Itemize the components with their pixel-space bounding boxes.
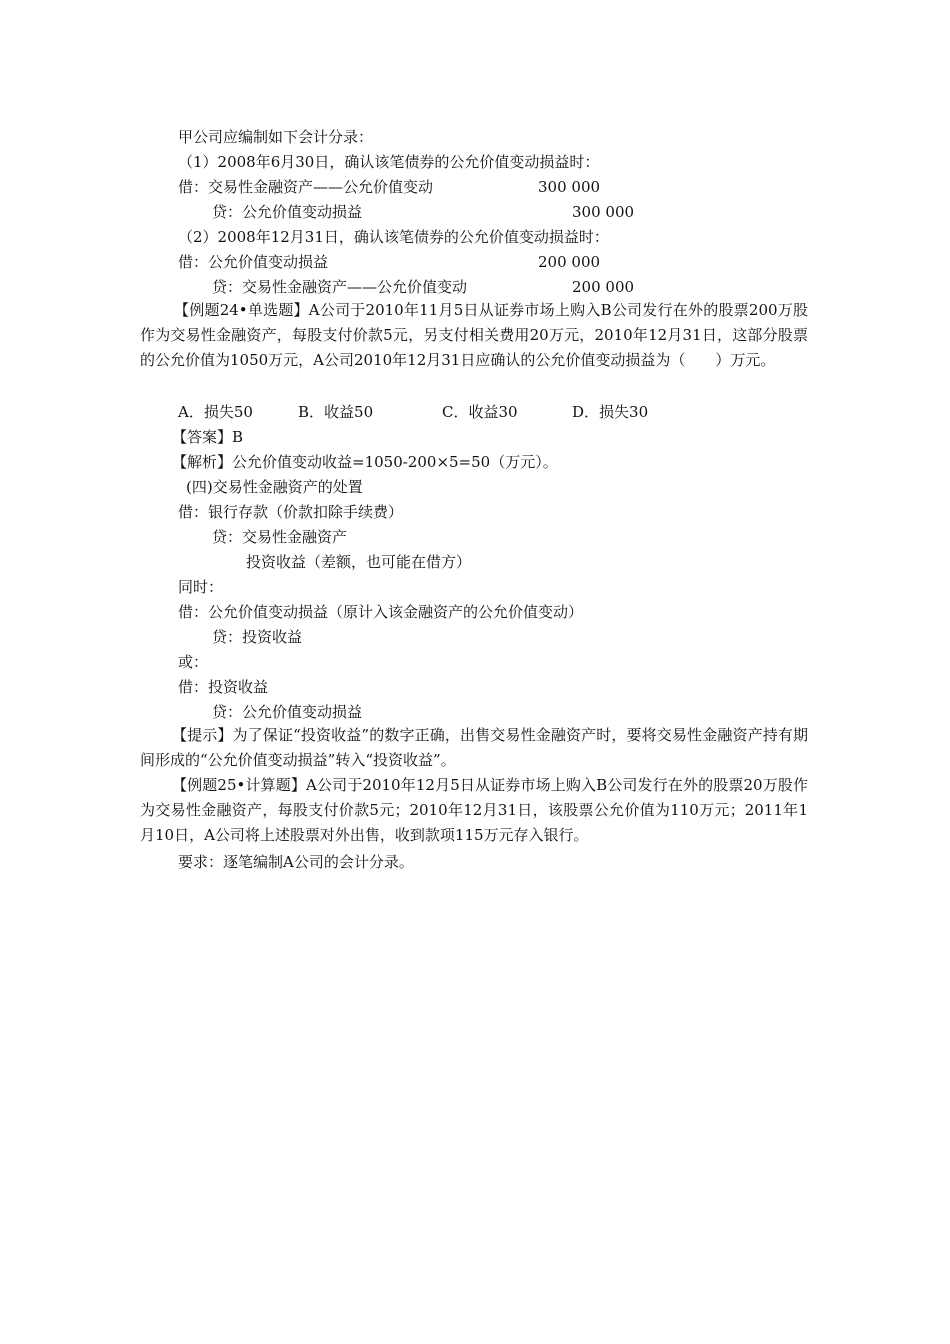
example25-question: 【例题25•计算题】A公司于2010年12月5日从证券市场上购入B公司发行在外的股票20万股作为交易性金融资产，每股支付价款5元；2010年12月31日，该股票公允价值为110万元；2011年1月10日，A公司将上述股票对外出售，收到款项115万元存入银行。 xyxy=(140,776,808,844)
entry2-heading: （2）2008年12月31日，确认该笔债券的公允价值变动损益时： xyxy=(178,228,609,246)
disposal-credit-income: 投资收益（差额，也可能在借方） xyxy=(246,553,472,571)
intro-line: 甲公司应编制如下会计分录： xyxy=(178,128,374,146)
disposal-debit-bank: 借：银行存款（价款扣除手续费） xyxy=(178,503,404,521)
alt-credit-fv: 贷：公允价值变动损益 xyxy=(212,703,363,721)
meanwhile-label: 同时： xyxy=(178,578,224,596)
entry1-debit: 借：交易性金融资产——公允价值变动 xyxy=(178,178,434,196)
alt-debit-invest: 借：投资收益 xyxy=(178,678,269,696)
or-label: 或： xyxy=(178,653,209,671)
entry2-credit-amount: 200 000 xyxy=(572,278,635,296)
example24-option-b: B．收益50 xyxy=(298,403,374,421)
example25-requirement: 要求：逐笔编制A公司的会计分录。 xyxy=(178,853,414,871)
entry1-credit: 贷：公允价值变动损益 xyxy=(212,203,363,221)
section4-title: (四)交易性金融资产的处置 xyxy=(186,478,363,496)
transfer-debit-fv: 借：公允价值变动损益（原计入该金融资产的公允价值变动） xyxy=(178,603,584,621)
tip-paragraph: 【提示】为了保证“投资收益”的数字正确，出售交易性金融资产时，要将交易性金融资产持有期间形成的“公允价值变动损益”转入“投资收益”。 xyxy=(140,726,808,769)
entry1-debit-amount: 300 000 xyxy=(538,178,601,196)
example24-option-d: D．损失30 xyxy=(572,403,649,421)
disposal-credit-asset: 贷：交易性金融资产 xyxy=(212,528,348,546)
entry2-debit-amount: 200 000 xyxy=(538,253,601,271)
example24-analysis: 【解析】公允价值变动收益=1050-200×5=50（万元）。 xyxy=(172,453,558,471)
entry1-credit-amount: 300 000 xyxy=(572,203,635,221)
example24-answer: 【答案】B xyxy=(172,428,244,446)
example24-question: 【例题24•单选题】A公司于2010年11月5日从证券市场上购入B公司发行在外的股票200万股作为交易性金融资产，每股支付价款5元，另支付相关费用20万元，2010年12月31日，这部分股票的公允价值为1050万元，A公司2010年12月31日应确认的公允价值变动损益为（ ）万元。 xyxy=(140,301,808,369)
transfer-credit-invest: 贷：投资收益 xyxy=(212,628,303,646)
example24-option-a: A．损失50 xyxy=(178,403,253,421)
example24-option-c: C．收益30 xyxy=(442,403,518,421)
entry2-debit: 借：公允价值变动损益 xyxy=(178,253,329,271)
entry1-heading: （1）2008年6月30日，确认该笔债券的公允价值变动损益时： xyxy=(178,153,600,171)
entry2-credit: 贷：交易性金融资产——公允价值变动 xyxy=(212,278,468,296)
